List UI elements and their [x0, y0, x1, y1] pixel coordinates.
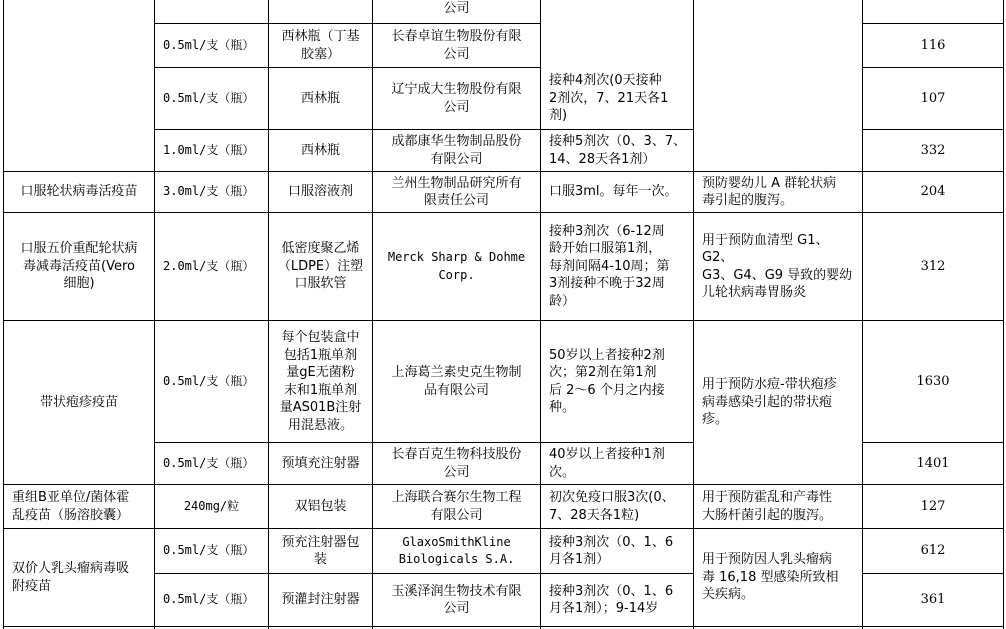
schedule-cell: 40岁以上者接种1剂 次。: [549, 447, 665, 480]
number-cell: 312: [920, 258, 946, 274]
spec-cell: 2.0ml/支（瓶）: [163, 258, 255, 273]
spec-cell: 0.5ml/支（瓶）: [163, 373, 255, 388]
spec-cell: 0.5ml/支（瓶）: [163, 592, 255, 607]
company-cell: 上海联合赛尔生物工程 有限公司: [391, 490, 522, 523]
company-cell: 成都康华生物制品股份 有限公司: [391, 134, 522, 167]
company-cell: 辽宁成大生物股份有限 公司: [391, 82, 522, 115]
container-cell: 预填充注射器: [281, 455, 360, 471]
vaccine-name-cell: 口服轮状病毒活疫苗: [20, 184, 138, 200]
container-cell: 双铝包装: [294, 498, 347, 514]
company-cell: GlaxoSmithKline Biologicals S.A.: [398, 534, 515, 566]
usage-cell: 用于预防血清型 G1、G2、 G3、G4、G9 导致的婴幼 儿轮状病毒胃肠炎: [702, 232, 853, 300]
spec-cell: 0.5ml/支（瓶）: [163, 455, 255, 470]
usage-cell: 预防婴幼儿 A 群轮状病 毒引起的腹泻。: [702, 175, 837, 208]
spec-cell: 0.5ml/支（瓶）: [163, 543, 255, 558]
vaccine-name-cell: 带状疱疹疫苗: [39, 394, 118, 410]
spec-cell: 1.0ml/支（瓶）: [163, 142, 255, 157]
usage-cell: 用于预防霍乱和产毒性 大肠杆菌引起的腹泻。: [702, 490, 833, 523]
number-cell: 116: [920, 37, 946, 53]
company-cell: Merck Sharp & Dohme Corp.: [387, 250, 526, 282]
schedule-cell: 接种3剂次（0、1、6 月各1剂）: [549, 534, 674, 567]
container-cell: 口服溶液剂: [287, 184, 353, 200]
vaccine-name-cell: 口服五价重配轮状病 毒减毒活疫苗(Vero 细胞): [20, 241, 138, 292]
vaccine-name-cell: 重组B亚单位/菌体霍 乱疫苗（肠溶胶囊）: [12, 490, 130, 523]
company-cell: 玉溪泽润生物技术有限 公司: [391, 583, 522, 616]
spec-cell: 240mg/粒: [183, 498, 240, 513]
number-cell: 204: [920, 184, 946, 200]
company-cell: 长春百克生物科技股份 公司: [391, 447, 522, 480]
number-cell: 361: [920, 592, 946, 608]
number-cell: 332: [920, 142, 946, 158]
container-cell: 西林瓶: [300, 142, 340, 158]
container-cell: 每个包装盒中 包括1瓶单剂 量gE无菌粉 末和1瓶单剂 量AS01B注射 用混悬液。: [279, 330, 362, 433]
schedule-cell: 接种4剂次(0天接种 2剂次，7、21天各1 剂): [549, 73, 669, 124]
schedule-cell: 50岁以上者接种2剂 次；第2剂在第1剂 后 2～6 个月之内接 种。: [549, 347, 665, 415]
schedule-cell: 接种3剂次（6-12周 龄开始口服第1剂， 每剂间隔4-10周；第 3剂接种不晚于32周 龄）: [549, 223, 670, 309]
container-cell: 低密度聚乙烯 （LDPE）注塑 口服软管: [277, 241, 364, 292]
schedule-cell: 接种5剂次（0、3、7、 14、28天各1剂）: [549, 134, 687, 167]
company-cell: 公司: [443, 1, 470, 16]
grid-line: [1003, 0, 1004, 629]
usage-cell: 用于预防因人乳头瘤病 毒 16,18 型感染所致相 关疾病。: [702, 552, 839, 603]
container-cell: 预灌封注射器: [281, 592, 360, 608]
number-cell: 612: [920, 543, 946, 559]
spec-cell: 3.0ml/支（瓶）: [163, 184, 255, 199]
usage-cell: 用于预防水痘-带状疱疹 病毒感染引起的带状疱 疹。: [702, 377, 837, 428]
container-cell: 西林瓶（丁基 胶塞）: [281, 29, 360, 62]
number-cell: 107: [920, 90, 946, 106]
company-cell: 长春卓谊生物股份有限 公司: [391, 29, 522, 62]
number-cell: 1630: [916, 373, 950, 389]
number-cell: 127: [920, 498, 946, 514]
vaccine-name-cell: 双价人乳头瘤病毒吸 附疫苗: [12, 561, 130, 594]
spec-cell: 0.5ml/支（瓶）: [163, 90, 255, 105]
number-cell: 1401: [916, 455, 950, 471]
schedule-cell: 口服3ml。每年一次。: [549, 184, 678, 200]
company-cell: 兰州生物制品研究所有 限责任公司: [391, 175, 522, 208]
grid-line: [3, 626, 1003, 627]
schedule-cell: 初次免疫口服3次(0、 7、28天各1粒): [549, 490, 675, 523]
container-cell: 预充注射器包 装: [281, 534, 360, 567]
schedule-cell: 接种3剂次（0、1、6 月各1剂）；9-14岁: [549, 583, 674, 616]
spec-cell: 0.5ml/支（瓶）: [163, 37, 255, 52]
container-cell: 西林瓶: [300, 90, 340, 106]
company-cell: 上海葛兰素史克生物制 品有限公司: [391, 365, 522, 398]
